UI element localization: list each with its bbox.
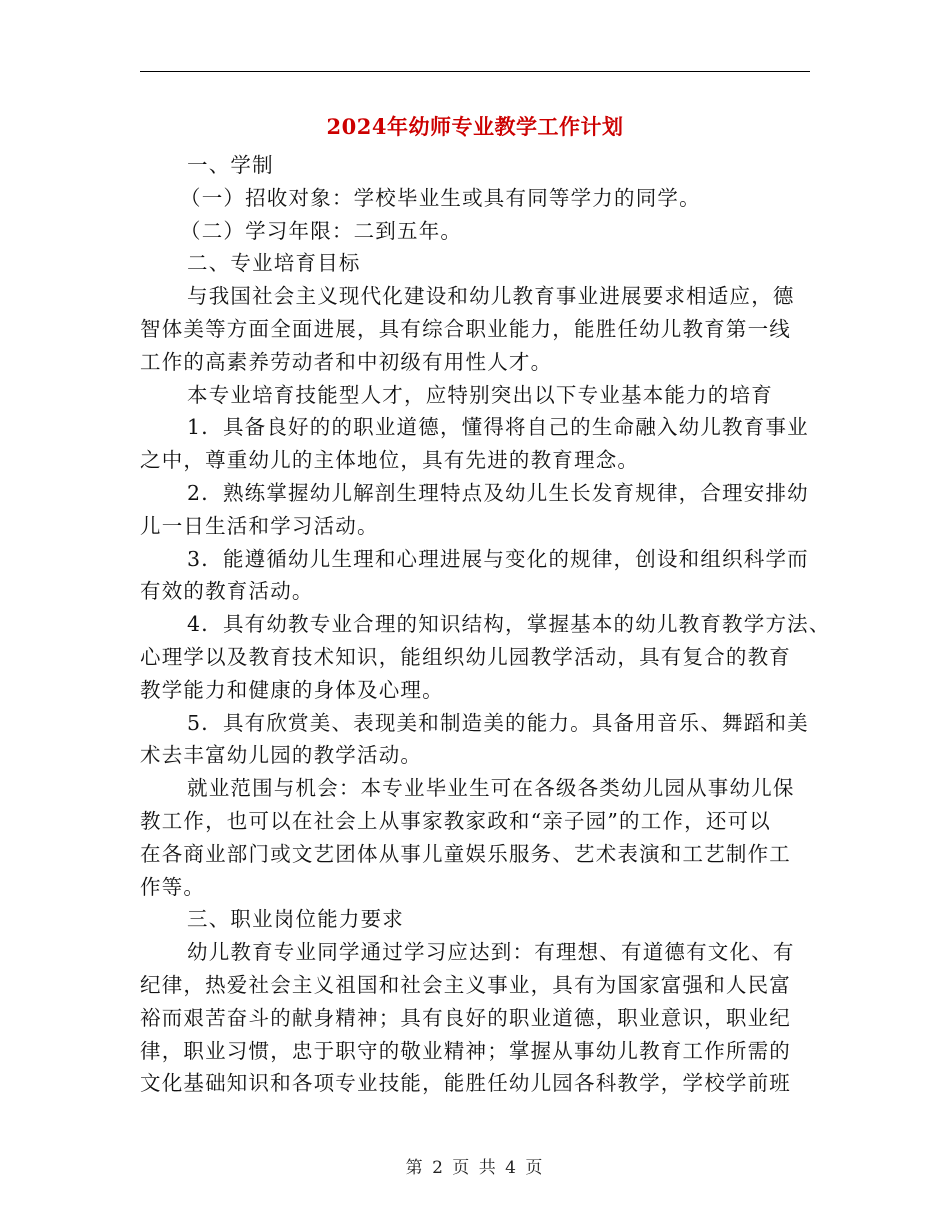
list-item-line: 之中，尊重幼儿的主体地位，具有先进的教育理念。	[140, 448, 640, 473]
paragraph-line: 幼儿教育专业同学通过学习应达到：有理想、有道德有文化、有	[187, 940, 795, 965]
page-footer: 第 2 页 共 4 页	[405, 1158, 545, 1178]
paragraph-line: （一）招收对象：学校毕业生或具有同等学力的同学。	[180, 185, 701, 210]
document-title: 2024年幼师专业教学工作计划	[326, 114, 624, 139]
paragraph-line: 裕而艰苦奋斗的献身精神；具有良好的职业道德，职业意识，职业纪	[140, 1005, 791, 1030]
paragraph-line: （二）学习年限：二到五年。	[180, 218, 463, 243]
paragraph-line: 文化基础知识和各项专业技能，能胜任幼儿园各科教学，学校学前班	[140, 1071, 791, 1096]
paragraph-line: 智体美等方面全面进展，具有综合职业能力，能胜任幼儿教育第一线	[140, 316, 791, 341]
paragraph-line: 在各商业部门或文艺团体从事儿童娱乐服务、艺术表演和工艺制作工	[140, 841, 791, 866]
list-item-line: 5．具有欣赏美、表现美和制造美的能力。具备用音乐、舞蹈和美	[187, 710, 809, 735]
paragraph-line: 教工作，也可以在社会上从事家教家政和“亲子园”的工作，还可以	[140, 808, 771, 833]
list-item-line: 儿一日生活和学习活动。	[140, 513, 379, 538]
paragraph-line: 与我国社会主义现代化建设和幼儿教育事业进展要求相适应，德	[187, 284, 795, 309]
list-item-line: 1．具备良好的的职业道德，懂得将自己的生命融入幼儿教育事业	[187, 415, 809, 440]
paragraph-line: 就业范围与机会：本专业毕业生可在各级各类幼儿园从事幼儿保	[187, 776, 795, 801]
paragraph-line: 作等。	[140, 874, 206, 899]
paragraph-line: 纪律，热爱社会主义祖国和社会主义事业，具有为国家富强和人民富	[140, 972, 791, 997]
paragraph-line: 工作的高素养劳动者和中初级有用性人才。	[140, 349, 553, 374]
list-item-line: 有效的教育活动。	[140, 579, 314, 604]
list-item-line: 教学能力和健康的身体及心理。	[140, 677, 444, 702]
list-item-line: 4．具有幼教专业合理的知识结构，掌握基本的幼儿教育教学方法、	[187, 612, 831, 637]
document-body	[140, 149, 831, 1100]
list-item-line: 术去丰富幼儿园的教学活动。	[140, 743, 423, 768]
paragraph-line: 律，职业习惯，忠于职守的敬业精神；掌握从事幼儿教育工作所需的	[140, 1038, 791, 1063]
list-item-line: 2．熟练掌握幼儿解剖生理特点及幼儿生长发育规律，合理安排幼	[187, 480, 809, 505]
section-heading: 二、专业培育目标	[187, 251, 361, 276]
list-item-line: 心理学以及教育技术知识，能组织幼儿园教学活动，具有复合的教育	[140, 644, 791, 669]
header-rule	[140, 71, 810, 72]
section-heading: 一、学制	[187, 153, 274, 177]
paragraph-line: 本专业培育技能型人才，应特别突出以下专业基本能力的培育	[187, 382, 773, 407]
list-item-line: 3．能遵循幼儿生理和心理进展与变化的规律，创设和组织科学而	[187, 546, 809, 571]
section-heading: 三、职业岗位能力要求	[187, 907, 404, 932]
